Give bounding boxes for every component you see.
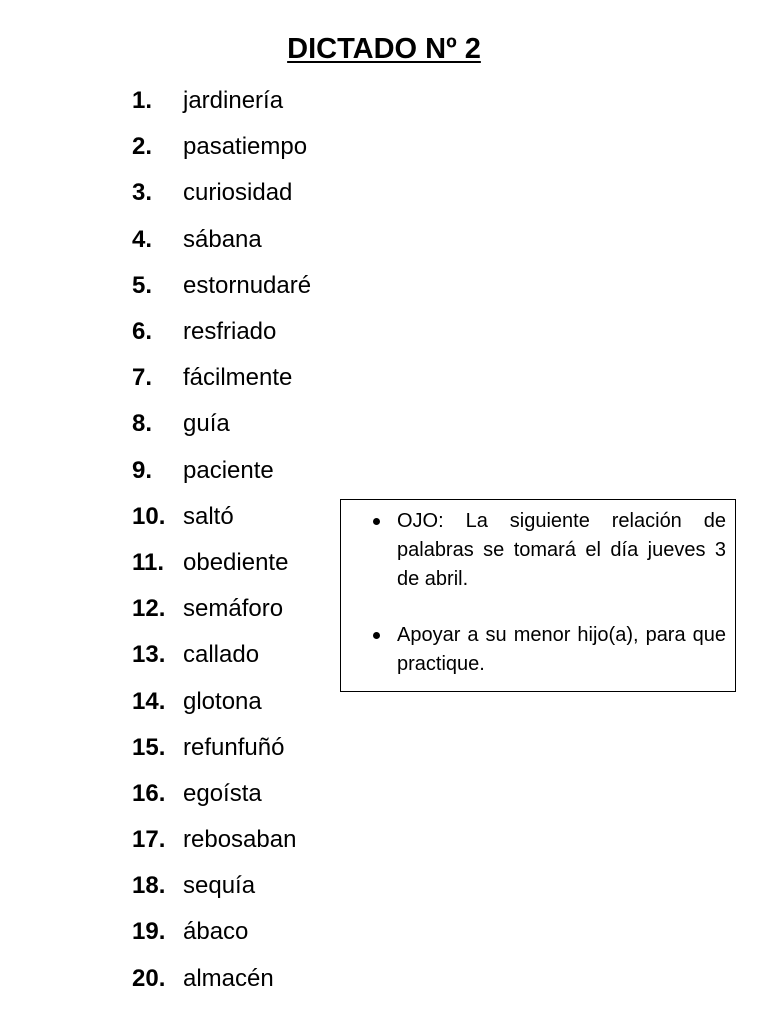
item-number: 4.	[132, 225, 153, 253]
item-number: 16.	[132, 779, 166, 807]
note-item	[369, 507, 726, 594]
item-number: 1.	[132, 87, 153, 115]
list-item	[132, 309, 311, 355]
item-word: curiosidad	[183, 179, 293, 207]
item-number: 11.	[132, 548, 165, 576]
list-item	[132, 78, 311, 124]
list-item	[132, 632, 311, 678]
list-item	[132, 956, 311, 1002]
item-number: 12.	[132, 595, 166, 623]
note-text: OJO: La siguiente relación de palabras se tomará el día jueves 3 de abril.	[397, 510, 726, 590]
list-item	[132, 909, 311, 955]
item-number: 9.	[132, 456, 153, 484]
item-number: 3.	[132, 179, 153, 207]
bullet-icon	[373, 518, 380, 525]
item-word: obediente	[183, 548, 289, 576]
list-item	[132, 401, 311, 447]
item-number: 17.	[132, 826, 166, 854]
item-number: 20.	[132, 964, 166, 992]
list-item	[132, 678, 311, 724]
item-word: paciente	[183, 456, 274, 484]
note-box	[340, 499, 736, 692]
item-number: 14.	[132, 687, 166, 715]
note-list	[369, 507, 726, 679]
item-word: pasatiempo	[183, 133, 308, 161]
item-word: glotona	[183, 687, 262, 715]
list-item	[132, 263, 311, 309]
page-title: DICTADO Nº 2	[287, 33, 481, 65]
item-number: 19.	[132, 918, 166, 946]
item-number: 13.	[132, 641, 166, 669]
list-item	[132, 771, 311, 817]
list-item	[132, 448, 311, 494]
item-word: saltó	[183, 502, 234, 530]
note-item	[369, 621, 726, 679]
item-word: guía	[183, 410, 230, 438]
list-item	[132, 217, 311, 263]
list-item	[132, 494, 311, 540]
item-word: jardinería	[183, 87, 284, 115]
list-item	[132, 725, 311, 771]
item-word: callado	[183, 641, 260, 669]
item-word: almacén	[183, 964, 274, 992]
item-number: 18.	[132, 872, 166, 900]
item-word: semáforo	[183, 595, 284, 623]
list-item	[132, 355, 311, 401]
item-word: fácilmente	[183, 364, 293, 392]
list-item	[132, 540, 311, 586]
list-item	[132, 817, 311, 863]
item-word: sábana	[183, 225, 262, 253]
item-word: egoísta	[183, 779, 262, 807]
item-word: resfriado	[183, 318, 277, 346]
note-text: Apoyar a su menor hijo(a), para que practique.	[397, 624, 726, 675]
item-word: rebosaban	[183, 826, 297, 854]
list-item	[132, 170, 311, 216]
item-word: sequía	[183, 872, 256, 900]
item-number: 6.	[132, 318, 153, 346]
word-list	[132, 78, 311, 1002]
item-number: 5.	[132, 271, 153, 299]
bullet-icon	[373, 632, 380, 639]
item-number: 15.	[132, 733, 166, 761]
item-word: ábaco	[183, 918, 249, 946]
item-word: refunfuñó	[183, 733, 285, 761]
item-word: estornudaré	[183, 271, 312, 299]
list-item	[132, 586, 311, 632]
list-item	[132, 124, 311, 170]
item-number: 10.	[132, 502, 166, 530]
list-item	[132, 863, 311, 909]
item-number: 7.	[132, 364, 153, 392]
item-number: 8.	[132, 410, 153, 438]
item-number: 2.	[132, 133, 153, 161]
